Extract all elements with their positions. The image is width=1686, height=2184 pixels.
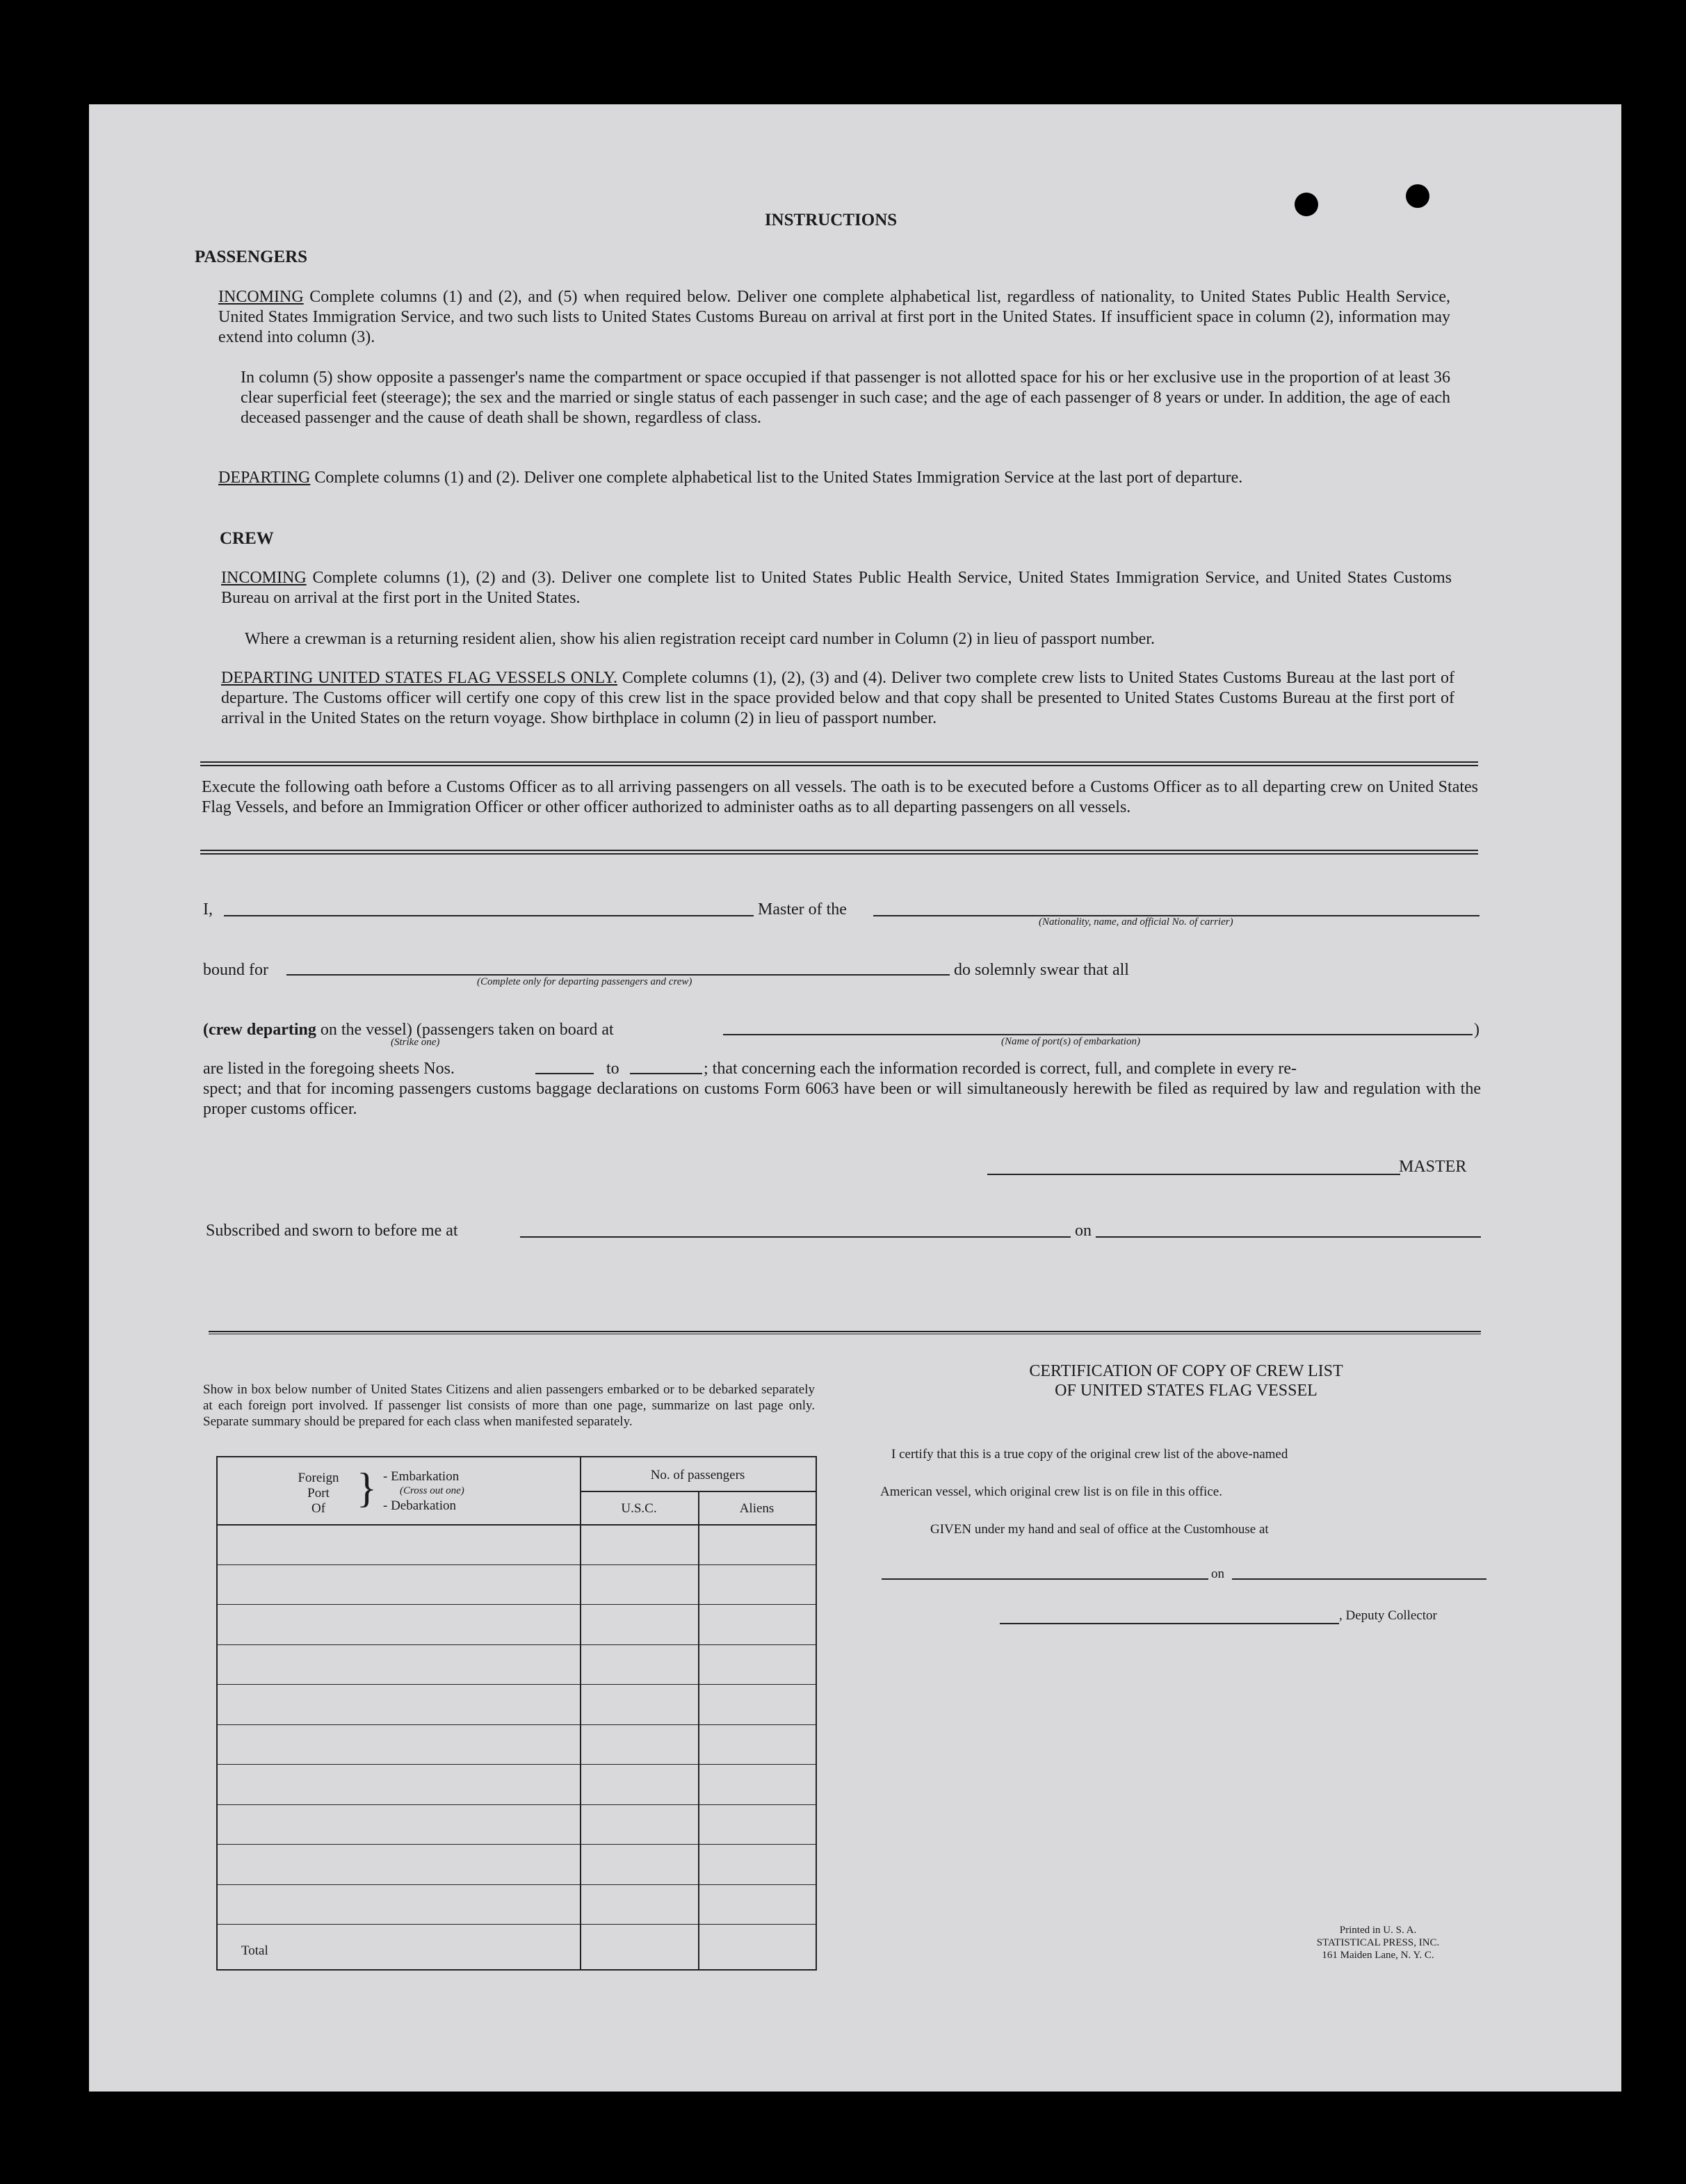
strike-one-caption: (Strike one) — [391, 1037, 440, 1048]
passengers-departing-label: DEPARTING — [218, 469, 311, 487]
deputy-collector-label: , Deputy Collector — [1339, 1608, 1437, 1623]
crew-departing-text: Complete columns (1), (2), (3) and (4). Deliver two complete crew lists to United States Customs Bureau at the last port of departure. The Customs officer will certify one copy of this crew list in the space provided below and that copy shall be presented to United States Customs Bureau at the first port of arrival in the United States on the return voyage. Show birthplace in column (2) in lieu of passport number. — [221, 669, 1455, 727]
printer-line-2: STATISTICAL PRESS, INC. — [1316, 1937, 1440, 1948]
bound-for-label: bound for — [203, 961, 268, 979]
master-label: MASTER — [1399, 1158, 1467, 1176]
subscribed-label: Subscribed and sworn to before me at — [206, 1222, 458, 1240]
summary-table — [216, 1456, 817, 1971]
oath-intro: Execute the following oath before a Customs Officer as to all arriving passengers on all vessels. The oath is to be executed before a Customs Officer as to all departing crew on United States Flag Vessels, and before an Immigration Officer or other officer authorized to administer oaths as to all departing passengers on all vessels. — [202, 778, 1478, 816]
sheet-to-field[interactable] — [630, 1073, 702, 1074]
oath-i-label: I, — [203, 900, 213, 919]
page-title: INSTRUCTIONS — [764, 211, 898, 229]
crew-departing-text: (crew departing — [203, 1021, 316, 1039]
crew-heading: CREW — [220, 529, 274, 548]
passengers-heading: PASSENGERS — [195, 248, 308, 266]
table-header-bottom — [218, 1524, 816, 1526]
brace-icon: } — [357, 1465, 377, 1511]
bound-for-field[interactable] — [286, 974, 950, 976]
summary-instructions: Show in box below number of United States Citizens and alien passengers embarked or to be debarked separately at each foreign port involved. If passenger list consists of more than one page, summarize on last page only. Separate summary should be prepared for each class when manifested separately. — [203, 1382, 815, 1429]
crew-incoming-label: INCOMING — [221, 569, 307, 587]
table-col-divider-2 — [698, 1491, 699, 1969]
port-label: Port — [307, 1486, 330, 1501]
crew-departing-block — [221, 668, 1454, 729]
subscribed-date-field[interactable] — [1096, 1236, 1481, 1238]
passengers-incoming-label: INCOMING — [218, 288, 304, 306]
passengers-column5-text: In column (5) show opposite a passenger's name the compartment or space occupied if that passenger is not allotted space for his or her exclusive use in the proportion of at least 36 clear superficial feet (steerage); the sex and the married or single status of each passenger in such case; and the age of each passenger of 8 years or under. In addition, the age of each deceased passenger and the cause of death shall be shown, regardless of class. — [241, 369, 1450, 427]
certify-line-2: American vessel, which original crew list is on file in this office. — [880, 1485, 1222, 1499]
crew-incoming-text: Complete columns (1), (2) and (3). Deliver one complete list to United States Public Health Service, United States Immigration Service, and United States Customs Bureau on arrival at the first port in the United States. — [221, 569, 1452, 607]
table-row-divider — [218, 1644, 816, 1645]
cert-on-label: on — [1211, 1567, 1224, 1581]
certification-title-2: OF UNITED STATES FLAG VESSEL — [1055, 1382, 1318, 1400]
table-row-divider — [218, 1564, 816, 1565]
passengers-incoming-text: Complete columns (1) and (2), and (5) when required below. Deliver one complete alphabetical list, regardless of nationality, to United States Public Health Service, United States Immigration Service, and two such lists to United States Customs Bureau on arrival at first port in the United States. If insufficient space in column (2), information may extend into column (3). — [218, 288, 1451, 346]
debarkation-option: - Debarkation — [383, 1498, 456, 1513]
master-name-field[interactable] — [224, 915, 754, 916]
crew-incoming-block — [221, 568, 1452, 608]
given-text: GIVEN under my hand and seal of office at the Customhouse at — [930, 1522, 1269, 1537]
printer-line-1: Printed in U. S. A. — [1339, 1925, 1417, 1936]
table-col-divider-1 — [580, 1457, 581, 1969]
to-label: to — [606, 1060, 619, 1078]
on-vessel-text: on the vessel) (passengers taken on board at — [320, 1021, 614, 1039]
close-paren: ) — [1474, 1021, 1480, 1039]
sheet-from-field[interactable] — [535, 1073, 594, 1074]
table-row-divider — [218, 1844, 816, 1845]
aliens-header: Aliens — [739, 1501, 775, 1516]
table-row-divider — [218, 1604, 816, 1605]
total-label: Total — [241, 1943, 268, 1958]
table-row-divider — [218, 1724, 816, 1725]
cross-out-caption: (Cross out one) — [400, 1485, 464, 1496]
ports-caption: (Name of port(s) of embarkation) — [1001, 1036, 1140, 1047]
subscribed-place-field[interactable] — [520, 1236, 1071, 1238]
crew-resident-text: Where a crewman is a returning resident alien, show his alien registration receipt card number in Column (2) in lieu of passport number. — [245, 630, 1155, 648]
swear-text: do solemnly swear that all — [954, 961, 1129, 979]
embarkation-ports-field[interactable] — [723, 1034, 1473, 1035]
divider-top — [200, 761, 1478, 766]
embarkation-option: - Embarkation — [383, 1469, 460, 1484]
foreign-label: Foreign — [298, 1471, 339, 1485]
passengers-departing-text: Complete columns (1) and (2). Deliver one complete alphabetical list to the United States Immigration Service at the last port of departure. — [314, 469, 1243, 487]
subscribed-on-label: on — [1075, 1222, 1092, 1240]
master-signature-field[interactable] — [987, 1174, 1400, 1175]
table-row-divider — [218, 1684, 816, 1685]
table-row-divider — [218, 1804, 816, 1805]
passengers-departing-block — [218, 468, 1450, 488]
deputy-signature-field[interactable] — [1000, 1623, 1339, 1624]
passengers-incoming-block — [218, 287, 1450, 348]
no-of-passengers-header: No. of passengers — [650, 1468, 745, 1482]
table-row-divider — [218, 1924, 816, 1925]
usc-header: U.S.C. — [621, 1501, 657, 1516]
master-of-the-label: Master of the — [758, 900, 847, 919]
table-row-divider — [218, 1764, 816, 1765]
customhouse-field[interactable] — [882, 1578, 1208, 1580]
carrier-caption: (Nationality, name, and official No. of carrier) — [1039, 916, 1233, 928]
table-header-divider — [580, 1491, 816, 1492]
certification-title-1: CERTIFICATION OF COPY OF CREW LIST — [1029, 1362, 1343, 1380]
listed-rest-text: ; that concerning each the information recorded is correct, full, and complete in every re- — [704, 1060, 1297, 1078]
divider-oath — [200, 850, 1478, 855]
listed-in-label: are listed in the foregoing sheets Nos. — [203, 1060, 455, 1078]
punch-hole-right — [1406, 184, 1429, 208]
divider-bottom — [209, 1331, 1481, 1334]
table-row-divider — [218, 1884, 816, 1885]
printer-line-3: 161 Maiden Lane, N. Y. C. — [1322, 1950, 1434, 1961]
crew-departing-label: DEPARTING UNITED STATES FLAG VESSELS ONLY. — [221, 669, 617, 687]
bound-for-caption: (Complete only for departing passengers and crew) — [477, 976, 692, 987]
of-label: Of — [311, 1501, 326, 1516]
certify-line-1: I certify that this is a true copy of the original crew list of the above-named — [891, 1447, 1288, 1462]
spect-text: spect; and that for incoming passengers customs baggage declarations on customs Form 6063 have been or will simultaneously herewith be filed as required by law and regulation with the proper customs officer. — [203, 1080, 1481, 1118]
cert-date-field[interactable] — [1232, 1578, 1486, 1580]
